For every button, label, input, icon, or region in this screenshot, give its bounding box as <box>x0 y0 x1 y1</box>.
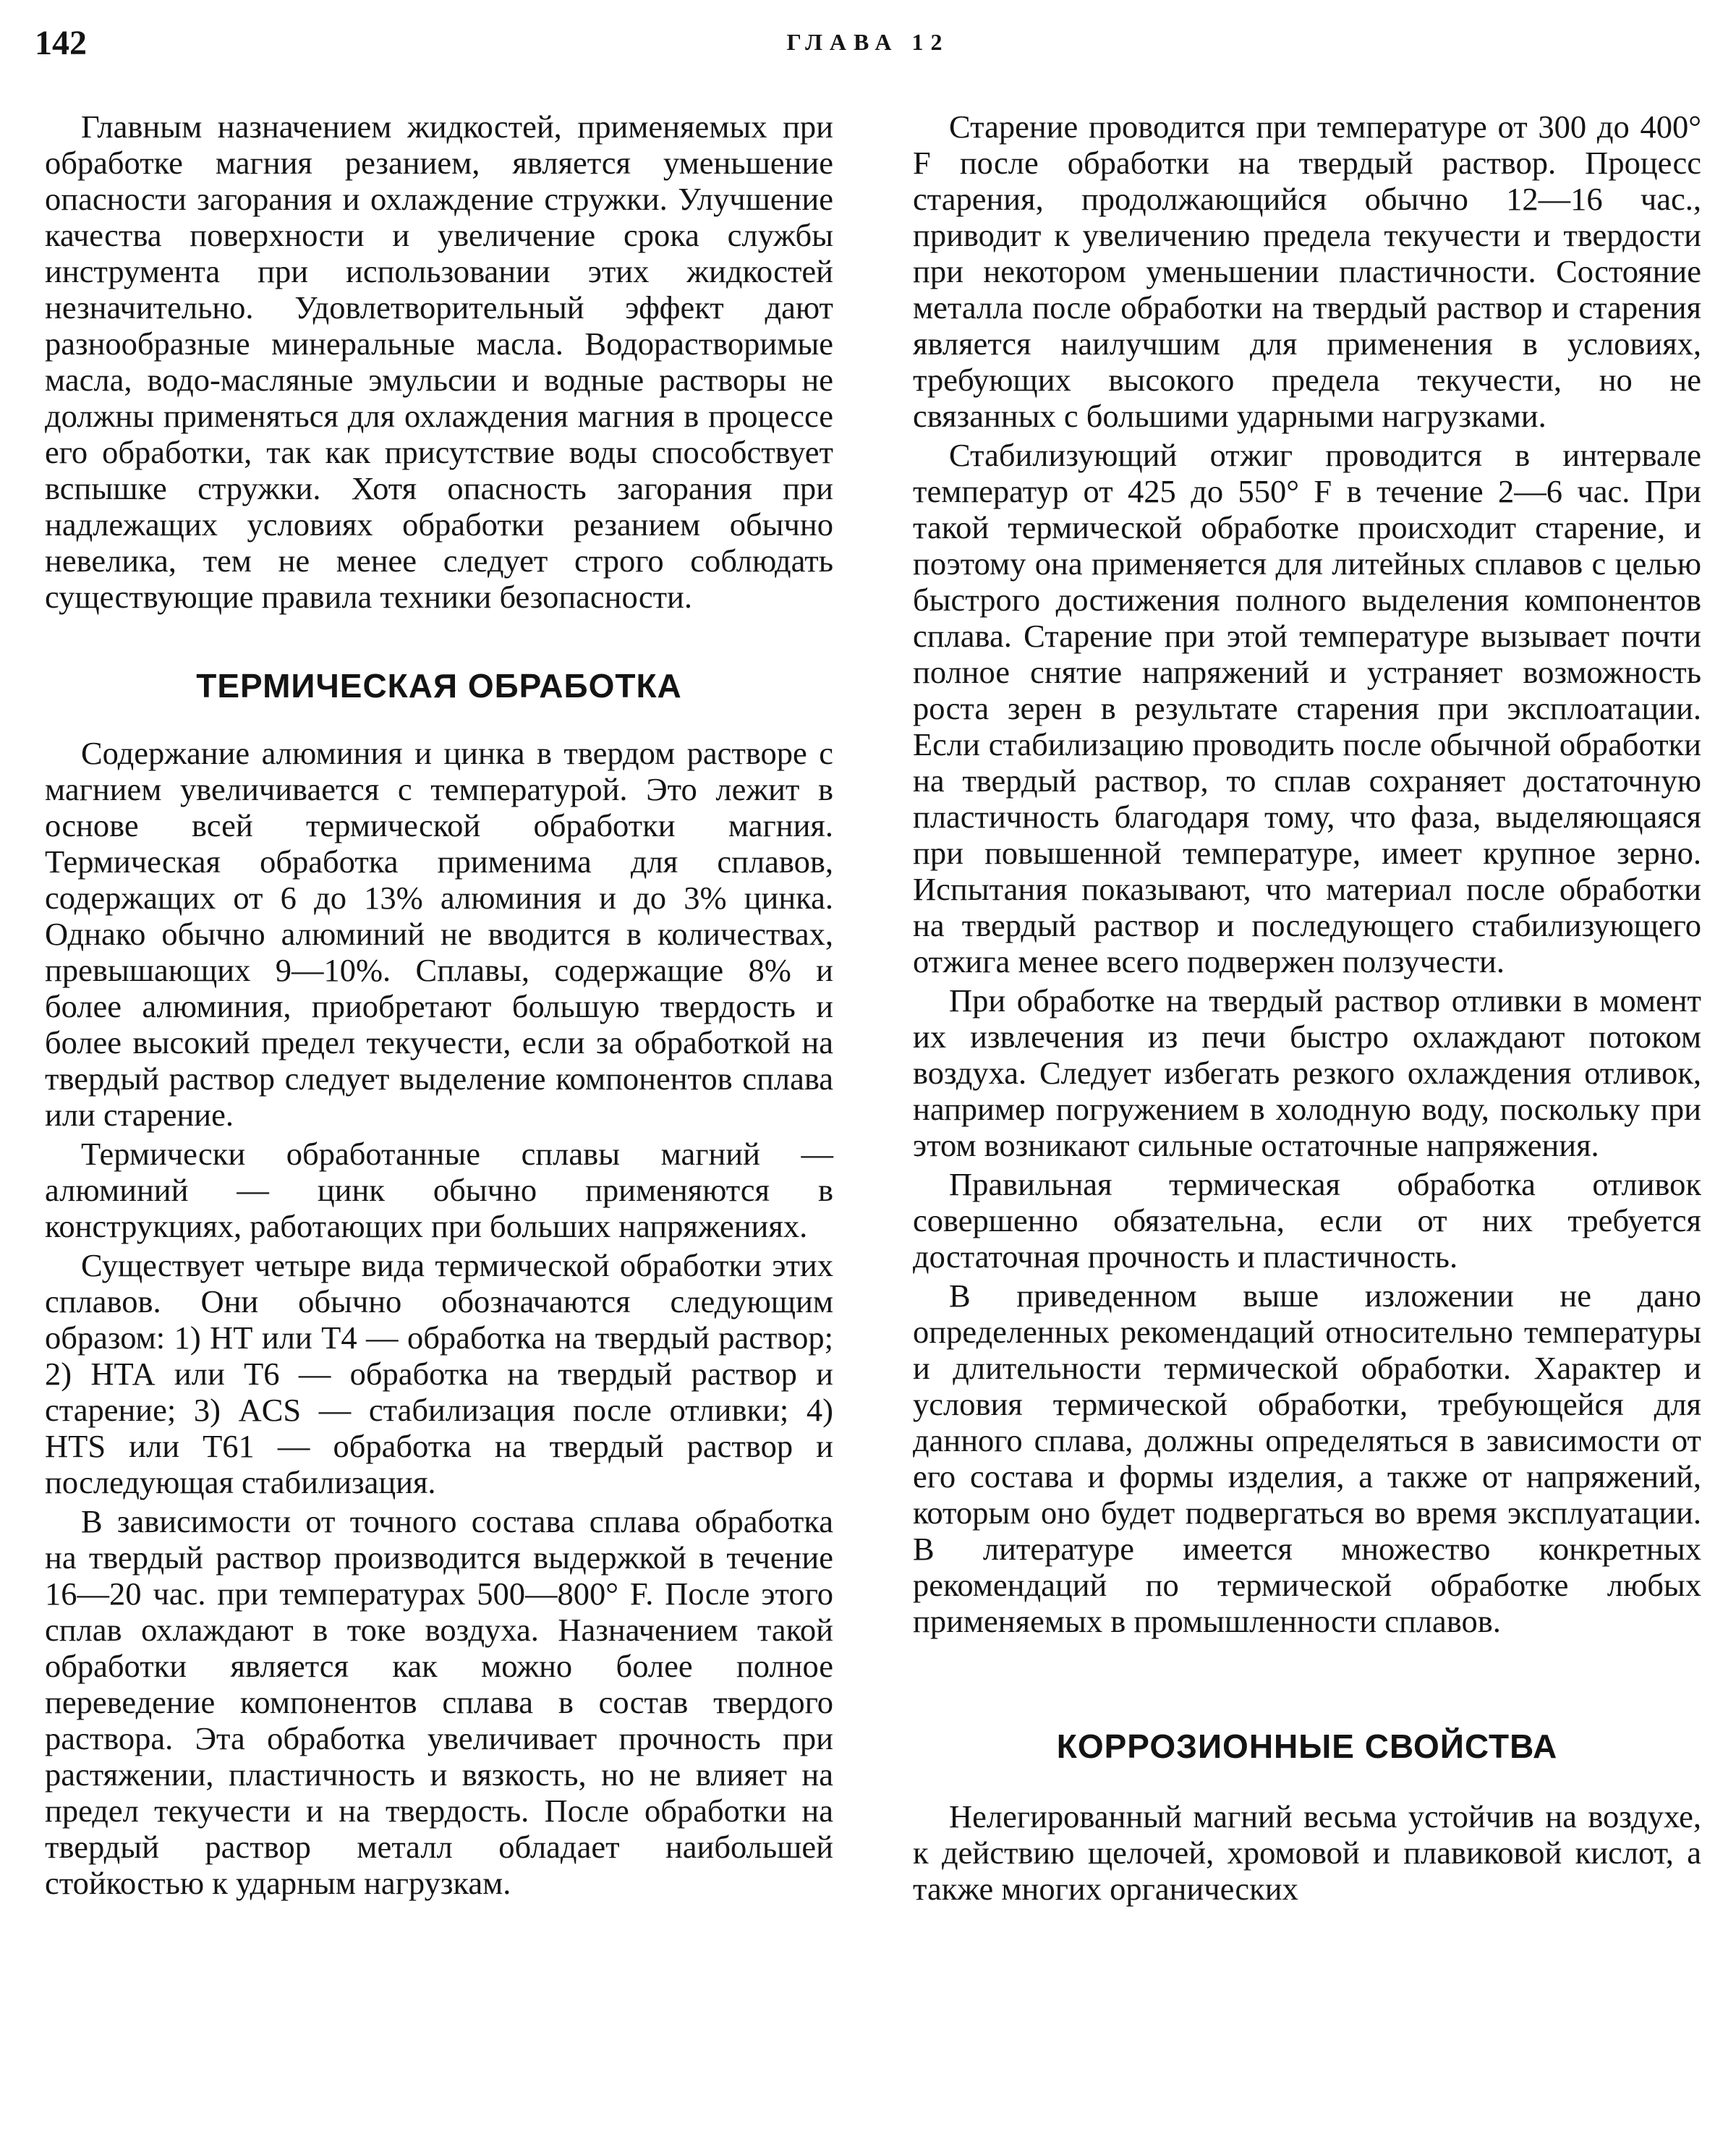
paragraph-alloy-applications: Термически обработанные сплавы магний — алюминий — цинк обычно применяются в конструкциях, работающих при больших напряжениях. <box>45 1136 833 1244</box>
page-number: 142 <box>35 24 87 62</box>
left-column <box>45 109 833 1901</box>
paragraph-corrosion-resistance: Нелегированный магний весьма устойчив на воздухе, к действию щелочей, хромовой и плавиковой кислот, а также многих органических <box>913 1798 1701 1907</box>
paragraph-proper-treatment: Правильная термическая обработка отливок совершенно обязательна, если от них требуется достаточная прочность и пластичность. <box>913 1166 1701 1275</box>
paragraph-recommendations: В приведенном выше изложении не дано определенных рекомендаций относительно температуры и длительности термической обработки. Характер и условия термической обработки, требующейся для данного сплава, должны определяться в зависимости от его состава и формы изделия, а также от напряжений, которым оно будет подвергаться во время эксплуатации. В литературе имеется множество конкретных рекомендаций по термической обработке любых применяемых в промышленности сплавов. <box>913 1278 1701 1639</box>
running-head: ГЛАВА 12 <box>786 29 950 55</box>
section-heading-corrosion: КОРРОЗИОННЫЕ СВОЙСТВА <box>1056 1727 1558 1765</box>
paragraph-cutting-fluids: Главным назначением жидкостей, применяемых при обработке магния резанием, является уменьшение опасности загорания и охлаждение стружки. Улучшение качества поверхности и увеличение срока службы инструмента при использовании этих жидкостей незначительно. Удовлетворительный эффект дают разнообразные минеральные масла. Водорастворимые масла, водо-масляные эмульсии и водные растворы не должны применяться для охлаждения магния в процессе его обработки, так как присутствие воды способствует вспышке стружки. Хотя опасность загорания при надлежащих условиях обработки резанием обычно невелика, тем не менее следует строго соблюдать существующие правила техники безопасности. <box>45 109 833 615</box>
right-column <box>913 109 1701 1907</box>
section-heading-heat-treatment: ТЕРМИЧЕСКАЯ ОБРАБОТКА <box>196 667 682 705</box>
paragraph-solution-treatment: В зависимости от точного состава сплава обработка на твердый раствор производится выдержкой в течение 16—20 час. при температурах 500—800° F. После этого сплав охлаждают в токе воздуха. Назначением такой обработки является как можно более полное переведение компонентов сплава в состав твердого раствора. Эта обработка увеличивает прочность при растяжении, пластичность и вязкость, но не влияет на предел текучести и на твердость. После обработки на твердый раствор металл обладает наибольшей стойкостью к ударным нагрузкам. <box>45 1503 833 1901</box>
paragraph-treatment-types: Существует четыре вида термической обработки этих сплавов. Они обычно обозначаются следующим образом: 1) НТ или Т4 — обработка на твердый раствор; 2) НТА или Т6 — обработка на твердый раствор и старение; 3) ACS — стабилизация после отливки; 4) HTS или Т61 — обработка на твердый раствор и последующая стабилизация. <box>45 1247 833 1500</box>
paragraph-aging: Старение проводится при температуре от 300 до 400° F после обработки на твердый раствор. Процесс старения, продолжающийся обычно 12—16 час., приводит к увеличению предела текучести и твердости при некотором уменьшении пластичности. Состояние металла после обработки на твердый раствор и старения является наилучшим для применения в условиях, требующих высокого предела текучести, но не связанных с большими ударными нагрузками. <box>913 109 1701 434</box>
paragraph-cooling: При обработке на твердый раствор отливки в момент их извлечения из печи быстро охлаждают потоком воздуха. Следует избегать резкого охлаждения отливок, например погружением в холодную воду, поскольку при этом возникают сильные остаточные напряжения. <box>913 982 1701 1163</box>
paragraph-solid-solution: Содержание алюминия и цинка в твердом растворе с магнием увеличивается с температурой. Это лежит в основе всей термической обработки магния. Термическая обработка применима для сплавов, содержащих от 6 до 13% алюминия и до 3% цинка. Однако обычно алюминий не вводится в количествах, превышающих 9—10%. Сплавы, содержащие 8% и более алюминия, приобретают большую твердость и более высокий предел текучести, если за обработкой на твердый раствор следует выделение компонентов сплава или старение. <box>45 735 833 1133</box>
paragraph-stabilizing-anneal: Стабилизующий отжиг проводится в интервале температур от 425 до 550° F в течение 2—6 час. При такой термической обработке происходит старение, и поэтому она применяется для литейных сплавов с целью быстрого достижения полного выделения компонентов сплава. Старение при этой температуре вызывает почти полное снятие напряжений и устраняет возможность роста зерен в результате старения при эксплоатации. Если стабилизацию проводить после обычной обработки на твердый раствор, то сплав сохраняет достаточную пластичность благодаря тому, что фаза, выделяющаяся при повышенной температуре, имеет крупное зерно. Испытания показывают, что материал после обработки на твердый раствор и последующего стабилизующего отжига менее всего подвержен ползучести. <box>913 437 1701 979</box>
